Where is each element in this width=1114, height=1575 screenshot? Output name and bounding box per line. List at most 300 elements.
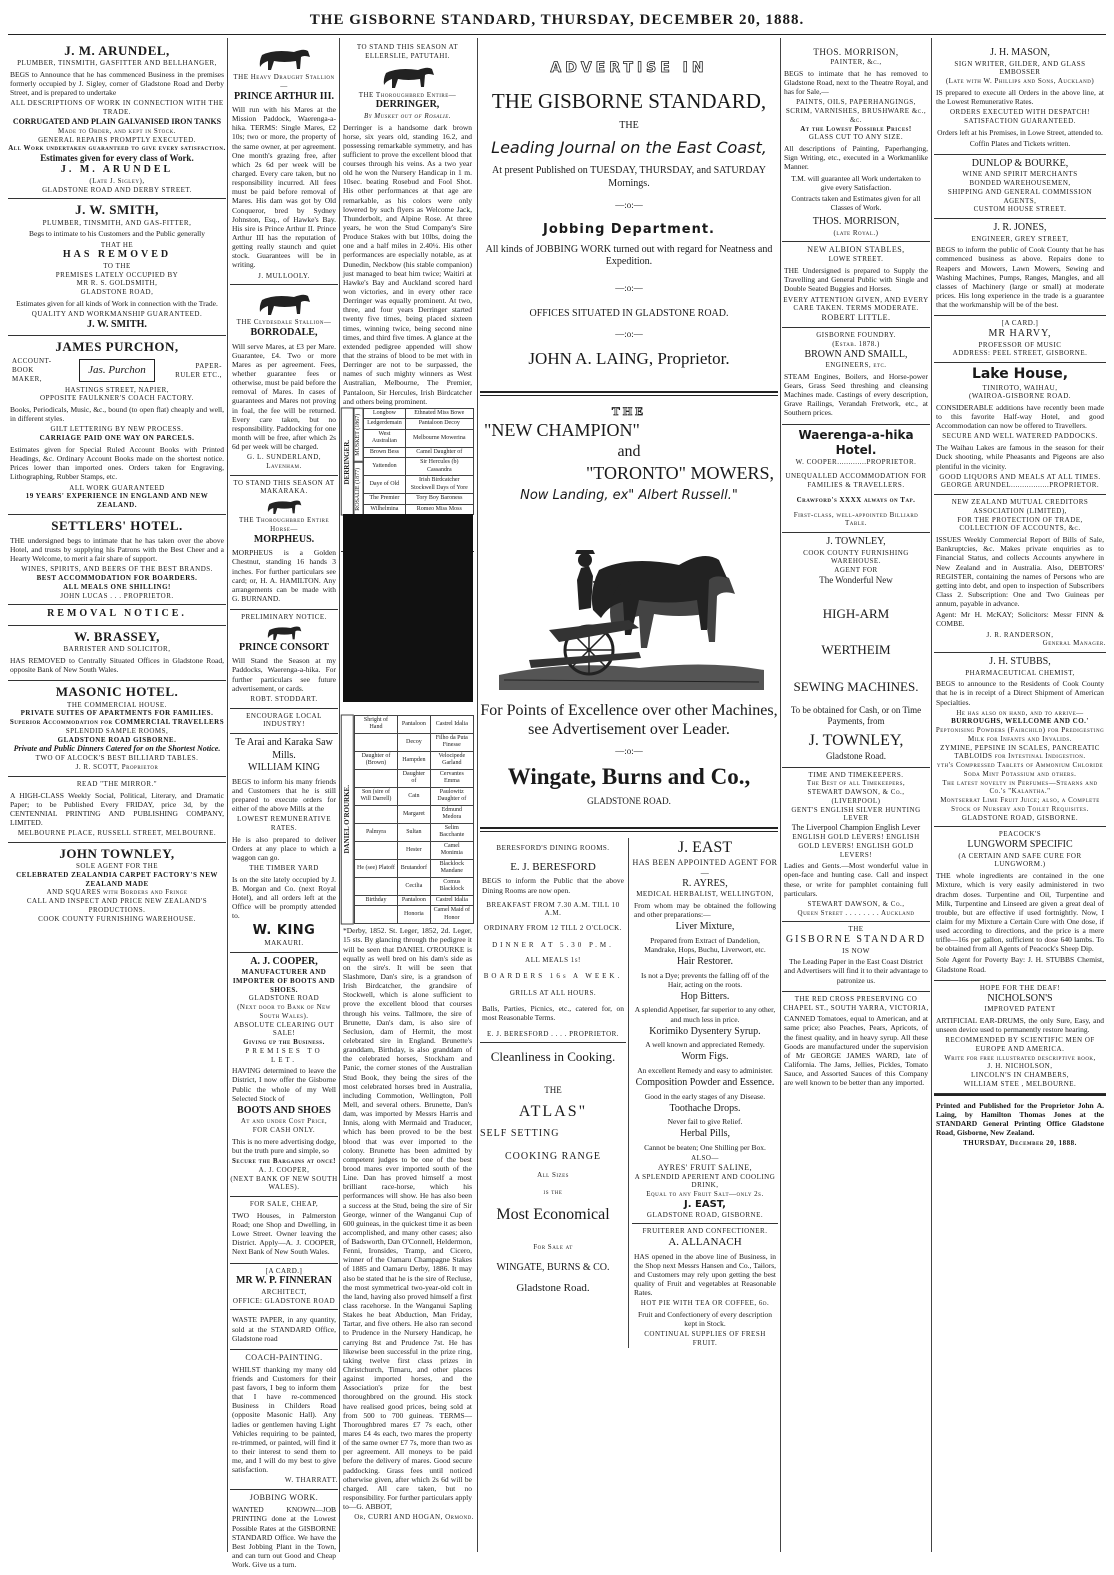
pedigree-cell: Romeo Miss Moss	[405, 504, 473, 515]
ad-subtitle: SOLE AGENT FOR THE	[75, 862, 159, 871]
ad-line: PAPER-RULER ETC.,	[175, 361, 222, 379]
ad-body: Books, Periodicals, Music, &c., bound (to open flat) cheaply and well, in different styles.	[10, 405, 224, 424]
ad-body: T.M. will guarantee all Work undertaken to give every Satisfaction.	[791, 173, 921, 192]
ad-address: OPPOSITE FAULKNER'S COACH FACTORY.	[40, 394, 194, 403]
ad-title: Lake House,	[971, 366, 1069, 383]
remedy-description: Never fail to give Relief.	[667, 1117, 743, 1127]
ad-signature: Or, CURRI AND HOGAN, Ormond.	[354, 1513, 474, 1522]
pedigree-cell: Birthday	[354, 895, 397, 906]
column-divider	[780, 38, 781, 1552]
ad-title: J. TOWNLEY,	[826, 536, 886, 548]
ornament: —:o:—	[615, 328, 643, 339]
ad-heading: ADVERTISE IN	[550, 60, 708, 76]
ad-body: Derringer is a handsome dark brown horse, six years old, standing 16.2, and possessing remarkable symmetry, and has sufficient to prove the excellent blood that courses through his veins. As a two year old he won the Nursery Handicap in 1 m. 10sec. beating Rosebud and Fool Shot. His other performances at that age are remarkable, as his colors were only lowered by such flyers as Welcome Jack, Thunderbolt, and Alpine Rose. At three years, he won the Stud Company's Sire Produce Stakes with but 10lbs, doing the one and a half miles in 2.40¼. His other performances are especially notable, as at Dunedin, Neckbow (his stable companion) just managed to beat him twice; Waitiri at Hawke's Bay and Auckland scored hard won victories, and in every other race Derringer was equally prominent. At two, three, and four years Derringer started twenty five times, being placed sixteen times, winning twice, being second nine times, and third five times. A glance at the extended pedigree appended will show that the strains of blood to be met with in Derringer are not to be surpassed, the names of such mighty winners as West Australian, Melbourne, The Premier, Pantaloon, Sir Hercules, Irish Birdcatcher and others being prominent.	[343, 122, 472, 406]
ad-title: E. J. BERESFORD	[510, 860, 596, 873]
ad-derringer	[341, 40, 474, 552]
ad-line: All Sizes	[537, 1171, 569, 1180]
ad-dunlop-bourke	[934, 155, 1106, 219]
ad-signature: J. MULLOOLY.	[258, 271, 310, 280]
ad-signature: W. KING	[252, 922, 316, 938]
ad-signature: THOS. MORRISON,	[812, 216, 900, 228]
ad-title: THE RED CROSS PRESERVING CO	[794, 994, 918, 1003]
ad-title: GISBORNE STANDARD	[785, 934, 927, 946]
ad-title: JAMES PURCHON,	[55, 339, 179, 355]
ad-line: ALL MEALS ONE SHILLING!	[63, 582, 171, 591]
ad-line: COOKING RANGE	[504, 1150, 602, 1162]
ad-line: Estimates given for all kinds of Work in connection with the Trade.	[16, 298, 218, 308]
pedigree-cell: Paulowitz Daughter of	[430, 787, 473, 805]
remedy-description: A splendid Appetiser, far superior to any other, and much less in price.	[634, 1005, 776, 1024]
pedigree-cell: Daye of Old	[364, 476, 405, 494]
ad-line: [A CARD.]	[265, 1266, 303, 1275]
pedigree-row	[364, 408, 474, 419]
ad-body: BEGS to Announce that he has commenced Business in the premises formerly occupied by J. Sigley, corner of Gladstone Road and Derby Street, and is prepared to undertake	[10, 70, 224, 98]
ad-line: The Wonderful New	[819, 574, 893, 585]
ad-title: ATLAS"	[518, 1103, 588, 1121]
ad-title: Most Economical	[496, 1205, 610, 1223]
ad-body: ISSUES Weekly Commercial Report of Bills of Sale, Bankruptcies, &c. Makes private enquiries as to Financial Status, and collects Accounts anywhere in New Zealand and in Australia. Also, DEBTORS' REGISTER, containing the names of Persons who are getting into debt, and open to inspection of Subscribers Class 2. Subscription: One and Two Guineas per annum, payable in advance.	[936, 535, 1104, 609]
ad-stewart-dawson	[782, 768, 930, 923]
ad-subtitle: Leading Journal on the East Coast,	[491, 138, 767, 158]
ad-finneran	[230, 1264, 338, 1311]
pedigree-row	[354, 769, 473, 787]
ad-industry	[230, 709, 338, 735]
ad-line: At the Lowest Possible Prices!	[800, 124, 912, 133]
ad-line: ORDERS EXECUTED WITH DESPATCH! SATISFACTION GUARANTEED.	[949, 108, 1091, 125]
pedigree-table-derringer	[341, 408, 474, 516]
pedigree-cell: Daughter of (Brown)	[354, 751, 397, 769]
pedigree-cell: Irish Birdcatcher Stockwell Days of Yore	[405, 476, 473, 494]
ad-jobbing-work	[230, 1490, 338, 1575]
ad-address: WILLIAM STEE , MELBOURNE.	[963, 1079, 1077, 1088]
ad-line: PAINTS, OILS, PAPERHANGINGS,	[796, 98, 916, 107]
ad-signature: J. R. SCOTT, Proprietor	[75, 763, 159, 771]
ad-coach-painting	[230, 1350, 338, 1490]
column-2	[230, 40, 338, 1570]
ad-smith	[8, 199, 226, 336]
ad-line: RECOMMENDED BY SCIENTIFIC MEN OF EUROPE AND AMERICA.	[945, 1036, 1095, 1053]
ad-title: DUNLOP & BOURKE,	[971, 157, 1069, 169]
pedigree-cell: Hester	[398, 841, 430, 859]
ad-subtitle: PLUMBER, TINSMITH, GASFITTER AND BELLHANGER,	[17, 59, 217, 68]
ad-line: Coffin Plates and Tickets written.	[969, 138, 1071, 148]
pedigree-cell: Cervantes Emma	[430, 769, 473, 787]
ad-body: STEAM Engines, Boilers, and Horse-power Gears, Grass Seed threshing and cleansing Machines made. Castings of every description, Grave Railings, Verandah Fretwork, etc., at Southern prices.	[784, 371, 928, 418]
pedigree-table-orourke	[341, 715, 474, 925]
ad-line: THE	[544, 1085, 562, 1096]
ad-line: TWO OF ALCOCK'S BEST BILLIARD TABLES.	[35, 754, 199, 763]
pedigree-row	[354, 787, 473, 805]
column-3	[341, 40, 474, 1552]
ad-body: This is no mere advertising dodge, but the truth pure and simple, so	[232, 1136, 336, 1156]
ad-line: SECURE AND WELL WATERED PADDOCKS.	[942, 432, 1098, 441]
ad-title: FOR SALE, CHEAP,	[249, 1200, 319, 1209]
ad-beresford	[480, 838, 629, 1348]
ad-mowers	[480, 404, 778, 807]
ad-body: For Points of Excellence over other Machines, see Advertisement over Leader.	[480, 702, 778, 739]
ad-nicholson	[934, 981, 1106, 1094]
pedigree-cell: Tory Boy Baroness	[405, 494, 473, 505]
divider	[480, 391, 778, 396]
ad-line: The Liverpool Champion English Lever	[791, 823, 921, 833]
ad-body: BEGS to intimate that he has removed to Gladstone Road, next to the Theatre Royal, and has for Sale,—	[784, 69, 928, 97]
pedigree-cell: Selim Bacchante	[430, 823, 473, 841]
ad-address: GLADSTONE ROAD AND DERBY STREET.	[42, 185, 192, 194]
ad-line: Private and Public Dinners Catered for on the Shortest Notice.	[13, 744, 221, 754]
ad-line: WINE AND SPIRIT MERCHANTS	[962, 170, 1078, 179]
ad-subtitle: (A CERTAIN AND SAFE CURE FOR LUNGWORM.)	[958, 851, 1082, 869]
pedigree-cell: Brutandorf	[398, 859, 430, 877]
ad-line: COOK COUNTY FURNISHING WAREHOUSE.	[38, 914, 196, 923]
ad-address: GLADSTONE ROAD	[248, 994, 320, 1003]
column-divider	[227, 38, 228, 1552]
ad-line: Secure the Bargains at once!	[231, 1157, 337, 1166]
ad-line: ENGLISH GOLD LEVERS! ENGLISH GOLD LEVERS! ENGLISH GOLD LEVERS!	[792, 833, 920, 859]
ad-body: All descriptions of Painting, Paperhanging, Sign Writing, etc., executed in a Workmanlike Manner.	[784, 144, 928, 172]
ad-signature: JOHN A. LAING, Proprietor.	[528, 348, 730, 368]
remedy-description: An excellent Remedy and easy to administer.	[637, 1065, 773, 1075]
remedy-description: Good in the early stages of any Disease.	[644, 1091, 766, 1101]
pedigree-row	[354, 715, 473, 733]
ad-signature: J. M. ARUNDEL	[60, 164, 174, 176]
ad-line: CALL AND INSPECT AND PRICE NEW ZEALAND'S PRODUCTIONS.	[26, 897, 208, 914]
ad-line: LOWEST REMUNERATIVE RATES.	[237, 815, 331, 832]
remedy-description: Cannot be beaten; One Shilling per Box.	[644, 1142, 766, 1152]
ad-line: (Estab. 1878.)	[832, 339, 880, 348]
ad-body: HAS REMOVED to Centrally Situated Offices in Gladstone Road, opposite Bank of New South Wales.	[10, 655, 224, 675]
remedy-name: Korimiko Dysentery Syrup.	[649, 1025, 761, 1037]
ad-subtitle: LOWE STREET.	[828, 255, 884, 264]
ad-line: and	[617, 442, 641, 460]
ad-heading: HOPE FOR THE DEAF!	[979, 983, 1061, 992]
ad-title: J. EAST	[677, 838, 733, 856]
ad-settlers	[8, 515, 226, 606]
ad-title: GISBORNE FOUNDRY.	[816, 331, 896, 340]
ad-line: BREAKFAST FROM 7.30 A.M. TILL 10 A.M.	[486, 900, 620, 918]
ad-line: ZYMINE, PEPSINE IN SCALES, PANCREATIC TABLOIDS for Intestinal Indigestion.	[940, 743, 1100, 761]
ad-heading: Cleanliness in Cooking.	[490, 1048, 616, 1064]
ad-line: SHIPPING AND GENERAL COMMISSION AGENTS,	[947, 187, 1093, 205]
ad-line: AYRES' FRUIT SALINE,	[657, 1162, 753, 1172]
ad-line: BONDED WAREHOUSEMEN,	[969, 179, 1071, 188]
ad-intro: HAS BEEN APPOINTED AGENT FOR—	[632, 857, 778, 877]
ad-line: ALL DESCRIPTIONS OF WORK IN CONNECTION WITH THE TRADE.	[10, 99, 224, 117]
ad-waerenga-hotel	[782, 425, 930, 534]
horse-illustration	[264, 496, 304, 516]
ad-brassey	[8, 626, 226, 681]
ad-subtitle: PAINTER, &c.,	[830, 58, 882, 67]
ad-signature: JOHN LUCAS . . . PROPRIETOR.	[60, 591, 174, 600]
ad-title: TIME AND TIMEKEEPERS.	[808, 770, 904, 779]
ad-red-cross	[782, 992, 930, 1094]
ad-line: GLADSTONE ROAD GISBORNE.	[57, 735, 177, 744]
ad-title: BORRODALE,	[250, 327, 318, 339]
ad-title: NEW ALBION STABLES,	[807, 245, 905, 255]
ad-title: A. J. COOPER,	[250, 955, 318, 967]
ad-jones	[934, 219, 1106, 316]
ad-subtitle: ENGINEER, GREY STREET,	[971, 234, 1069, 243]
ad-morrison	[782, 40, 930, 242]
remedy-name: Toothache Drops.	[669, 1102, 741, 1114]
ad-body: THE undersigned begs to intimate that he has taken over the above Hotel, and trusts by supplying his Patrons with the Best Cheer and a Hearty Welcome, to merit a fair share of support.	[10, 536, 224, 564]
column-divider	[477, 38, 478, 1552]
ad-harvy	[934, 316, 1106, 363]
remedy-name: Worm Figs.	[681, 1051, 729, 1063]
ad-line: Orders left at his Premises, in Lowe Street, attended to.	[937, 127, 1103, 137]
ad-line: (LIVERPOOL)	[831, 796, 881, 805]
ad-title: NICHOLSON'S	[987, 992, 1053, 1004]
ad-signature: E. J. BERESFORD . . . . PROPRIETOR.	[486, 1030, 620, 1039]
ad-line: is the	[543, 1188, 563, 1197]
pedigree-cell: West Australian	[364, 429, 405, 447]
ad-intro: THE Heavy Draught Stallion—	[233, 73, 335, 90]
pedigree-grid	[354, 715, 474, 925]
ad-line: MR R. S. GOLDSMITH,	[76, 279, 158, 288]
remedy-description: Prepared from Extract of Dandelion, Mandrake, Hops, Buchu, Liverwort, etc.	[644, 935, 766, 955]
ad-address: Queen Street . . . . . . . . Auckland	[797, 908, 915, 917]
ad-albion-stables	[782, 242, 930, 328]
column-6	[934, 40, 1106, 1552]
ad-townley-sewing	[782, 533, 930, 768]
ad-body: BEGS to announce to the Residents of Cook County that he is in receipt of a Direct Shipment of American Specialties.	[936, 679, 1104, 707]
imprint-text: Printed and Published for the Proprietor John A. Laing, by Hamilton Thomas Jones at the STANDARD General Printing Office Gladstone Road, Gisborne, New Zealand.	[936, 1100, 1104, 1137]
ad-line: SCRIM, VARNISHES, BRUSHWARE &c., &c.	[785, 107, 927, 124]
ad-body: WANTED KNOWN—JOB PRINTING done at the Lowest Possible Rates at the GISBORNE STANDARD Office. We have the Best Jobbing Plant in the Town, and can turn out Good and Cheap Work. Give us a turn.	[232, 1505, 336, 1570]
pedigree-cell: Ledgerdemain	[364, 419, 405, 430]
column-1	[8, 40, 226, 1552]
ad-mirror	[8, 777, 226, 843]
ad-title: W. BRASSEY,	[74, 628, 160, 644]
ad-title: "TORONTO" MOWERS,	[585, 462, 774, 483]
purchon-logo: Jas. Purchon	[79, 359, 155, 383]
ad-title: SETTLERS' HOTEL.	[51, 517, 183, 533]
ad-line: CORRUGATED AND PLAIN GALVANISED IRON TANKS	[12, 116, 222, 126]
ad-body: He is also prepared to deliver Orders at any place to which a waggon can go.	[232, 834, 336, 862]
pedigree-cell: Margaret	[398, 805, 430, 823]
ad-stubbs	[934, 653, 1106, 827]
pedigree-cell: Sir Hercules (b) Cassandra	[405, 458, 473, 476]
pedigree-horse-name: DERRINGER.	[341, 408, 354, 516]
ad-address: GLADSTONE ROAD.	[587, 795, 671, 806]
pedigree-row	[354, 841, 473, 859]
ad-title: JOHN TOWNLEY,	[59, 845, 175, 861]
ad-subtitle: (WAIROA-GISBORNE ROAD.	[969, 392, 1071, 401]
ad-heading: Jobbing Department.	[542, 221, 715, 237]
ad-body: WASTE PAPER, in any quantity, sold at the STANDARD Office, Gladstone road	[232, 1315, 336, 1343]
ad-line: MAKAURI.	[264, 938, 304, 947]
mower-illustration	[489, 510, 769, 695]
ad-line: ALSO—	[691, 1153, 719, 1162]
ad-body: Is on the site lately occupied by J. B. Morgan and Co. (next Royal Hotel), and all orders left at the Office will be promptly attended to.	[232, 874, 336, 921]
ad-heading: TO STAND THIS SEASON AT ELLERSLIE, PATUTAHI.	[356, 43, 459, 60]
pedigree-row	[354, 805, 473, 823]
ad-title: PRINCE ARTHUR III.	[234, 90, 334, 102]
ad-subtitle: FOR THE PROTECTION OF TRADE, COLLECTION OF ACCOUNTS, &c.	[957, 515, 1083, 533]
ad-address: CHAPEL ST., SOUTH YARRA, VICTORIA,	[783, 1003, 929, 1012]
ad-body: Ladies and Gents.—Most wonderful value in open-face and hunting case. Call and inspect these, or write for pamphlet containing full particulars.	[784, 861, 928, 898]
ad-signature: G. L. SUNDERLAND, Lavenham.	[246, 453, 322, 470]
ad-title: "NEW CHAMPION"	[484, 420, 640, 440]
pedigree-row	[364, 476, 474, 494]
ad-line: HOT PIE WITH TEA OR COFFEE, 6d.	[640, 1299, 770, 1308]
ad-line: GLADSTONE ROAD,	[80, 288, 154, 297]
ad-line: SPLENDID SAMPLE ROOMS,	[65, 726, 169, 735]
ad-line: BOARDERS 16s A WEEK.	[483, 972, 623, 981]
remedy-name: Hop Bitters.	[680, 990, 730, 1002]
ad-signature: STEWART DAWSON, & Co.,	[807, 899, 905, 908]
imprint-date: THURSDAY, December 20, 1888.	[963, 1139, 1077, 1148]
ad-address: MELBOURNE PLACE, RUSSELL STREET, MELBOURNE.	[17, 829, 217, 838]
ad-body: Will Stand the Season at my Paddocks, Waerenga-a-hika. For further particulars see future advertisement, or cards.	[232, 656, 336, 693]
ad-line: CUSTOM HOUSE STREET.	[973, 205, 1067, 214]
pedigree-cell	[354, 841, 397, 859]
ad-address: Gladstone Road.	[826, 751, 886, 762]
pedigree-row	[364, 458, 474, 476]
ad-creditors	[934, 495, 1106, 653]
column-4-lower	[480, 838, 778, 1348]
pedigree-row	[354, 751, 473, 769]
ad-east	[629, 838, 778, 1348]
ad-body: MORPHEUS is a Golden Chestnut, standing 16 hands 3 inches. For further particulars see card; or, H. A. HAMILTON. Any arrangements can be made with G. BURNAND.	[232, 548, 336, 603]
ad-william-king	[230, 734, 338, 952]
ad-body: BEGS to inform the Public that the above Dining Rooms are now open.	[482, 876, 624, 895]
pedigree-cell: Camel Maid of Honor	[430, 906, 473, 924]
remedy-name: Hair Restorer.	[676, 956, 734, 968]
ad-heading: ENCOURAGE LOCAL INDUSTRY!	[246, 711, 322, 729]
pedigree-cell: Wilhelmina	[364, 504, 405, 515]
pedigree-cell: Sultan	[398, 823, 430, 841]
ad-signature: J. H. NICHOLSON,	[987, 1062, 1053, 1071]
column-divider	[931, 38, 932, 1552]
ad-body: Begs to intimate to his Customers and the Public generally	[28, 229, 205, 239]
ad-body: ARTIFICIAL EAR-DRUMS, the only Sure, Easy, and unseen device used to permanently restore hearing.	[936, 1015, 1104, 1034]
ad-line: SEWING MACHINES.	[793, 678, 919, 694]
pedigree-horse-name: DANIEL O'ROURKE.	[341, 715, 354, 925]
ad-heading: PRELIMINARY NOTICE.	[241, 613, 327, 622]
ad-subtitle: ARCHITECT,	[261, 1287, 307, 1296]
ad-foundry	[782, 328, 930, 424]
ad-line: TO THE	[103, 261, 131, 270]
ad-line: Estimates given for every class of Work.	[40, 153, 194, 164]
pedigree-cell: Pantaloon Decoy	[405, 419, 473, 430]
ad-title: BROWN AND SMAILL,	[804, 348, 908, 360]
ad-gisborne-standard	[480, 40, 778, 369]
pedigree-cell: Yattendon	[364, 458, 405, 476]
ad-signature: A. J. COOPER,	[258, 1165, 310, 1174]
pedigree-cell: Comus Blacklock	[430, 877, 473, 895]
ad-line: To be obtained for Cash, or on Time Payments, from	[790, 704, 922, 727]
ad-signature: ROBT. STODDART.	[250, 694, 318, 703]
ad-line: [A CARD.]	[1001, 319, 1039, 328]
ad-body: The Leading Paper in the East Coast District and Advertisers will find it to their advantage to patronize us.	[784, 957, 928, 985]
ad-line: He has also on hand, and to arrive—	[956, 708, 1084, 717]
ad-body: Estimates given for Special Ruled Account Books with Printed Headings, &c. Ordinary Account Books made on the shortest notice. Prices lower than imported ones. Orders taken for Engraving, Lithographing, Rubber Stamps, etc.	[10, 444, 224, 482]
ad-line: The latest novelty in Perfumes—Stearns and Co.'s "Kalantha."	[942, 778, 1098, 796]
pedigree-cell	[354, 733, 397, 751]
ad-cooper	[230, 953, 338, 1198]
ad-heading: PEACOCK'S	[998, 830, 1042, 839]
pedigree-sire: MUSKET (1867)	[354, 408, 364, 462]
ad-line: Crawford's XXXX always on Tap.	[796, 495, 916, 504]
ad-line: AGENT FOR	[834, 566, 878, 575]
ad-line: General Manager.	[1042, 639, 1106, 648]
ad-prince-consort	[230, 610, 338, 709]
horse-illustration	[264, 622, 304, 642]
ad-title: READ "THE MIRROR."	[76, 779, 158, 788]
pedigree-row	[354, 733, 473, 751]
ad-intro: THE Thoroughbred Entire—	[358, 90, 457, 99]
pedigree-cell	[354, 906, 397, 924]
pedigree-cell: Castrel Idalia	[430, 895, 473, 906]
ad-line: All Work undertaken guaranteed to give every satisfaction.	[8, 144, 226, 153]
ad-for-sale	[230, 1197, 338, 1263]
pedigree-row	[354, 877, 473, 895]
ad-line: ALL WORK GUARANTEED	[69, 483, 165, 492]
ad-title: J. H. MASON,	[990, 47, 1050, 58]
remedy-name: Liver Mixture,	[675, 921, 735, 933]
ad-body: CONSIDERABLE additions have recently been made to this favorite Half-way Hotel, and good Accommodation can now be offered to Travellers.	[936, 403, 1104, 431]
ad-body: HAS opened in the above line of Business, in the Shop next Messrs Hansen and Co., Tailors, and Customers may rely upon getting the best quality of Fruit and vegetables at Reasonable Rates.	[634, 1251, 776, 1298]
pedigree-cell: Daughter of	[398, 769, 430, 787]
pedigree-row	[364, 429, 474, 447]
pedigree-cell: Velocipede Garland	[430, 751, 473, 769]
horse-illustration	[254, 43, 314, 73]
ad-subtitle: ENGINEERS, etc.	[825, 361, 887, 370]
ad-body: Fruit and Confectionery of every description kept in Stock.	[638, 1310, 772, 1329]
ad-borrodale	[230, 285, 338, 475]
pedigree-cell: Decoy	[398, 733, 430, 751]
ad-line: CELEBRATED ZEALANDIA CARPET FACTORY'S NEW ZEALAND MADE	[16, 870, 218, 888]
ad-body: Contracts taken and Estimates given for all Classes of Work.	[791, 193, 921, 213]
ad-title: WILLIAM KING	[248, 762, 320, 774]
ad-subtitle: MEDICAL HERBALIST, WELLINGTON,	[636, 890, 774, 899]
ad-line: 19 YEARS' EXPERIENCE IN ENGLAND AND NEW ZEALAND.	[25, 492, 209, 510]
ad-signature: W. THARRATT.	[284, 1476, 338, 1485]
ad-line: Giving up the Business.	[243, 1038, 325, 1047]
ad-line: AND SQUARES with Borders and Fringe	[46, 888, 188, 897]
ad-line: THE	[611, 404, 647, 418]
ad-body: HAVING determined to leave the District, I now offer the Gisborne Public the whole of my Well Selected Stock of	[232, 1066, 336, 1103]
ad-line: (NEXT BANK OF NEW SOUTH WALES).	[230, 1174, 338, 1192]
ad-body: Will serve Mares, at £3 per Mare. Guarantee, £4. Two or more Mares as per agreement. Fees, whether guarantee fees or otherwise, must be paid before the removal of Mares. In cases of guarantees and Mares not proving in foal, the fee will be returned. Every care taken, but no responsibility. Paddocking for one month will be free, after which 2s 6d per week will be charged.	[232, 341, 336, 452]
ad-address: OFFICES SITUATED IN GLADSTONE ROAD.	[529, 308, 729, 319]
pedigree-row	[354, 895, 473, 906]
remedy-name: Composition Powder and Essence.	[635, 1077, 775, 1089]
ad-title: Waerenga-a-hika Hotel.	[798, 427, 914, 457]
ad-line: BOOTS AND SHOES	[237, 1104, 331, 1116]
ad-line: DINNER AT 5.30 P.M.	[492, 940, 614, 949]
ad-line: BURROUGHS, WELLCOME AND CO.'	[951, 717, 1089, 726]
ad-signature: J. EAST,	[684, 1198, 726, 1210]
ad-masonic	[8, 681, 226, 777]
ad-body: TWO Houses, in Palmerston Road; one Shop and Dwelling, in Lowe Street. Owner leaving the District. Apply—A. J. COOPER, Next Bank of New South Wales.	[232, 1210, 336, 1257]
ad-prince-arthur	[230, 40, 338, 285]
ad-line: PRIVATE SUITES OF APARTMENTS FOR FAMILIES.	[20, 709, 214, 718]
column-divider	[339, 38, 340, 1552]
ad-subtitle: BARRISTER AND SOLICITOR,	[63, 645, 171, 654]
ad-address: ADDRESS: PEEL STREET, GISBORNE.	[952, 349, 1088, 358]
pedigree-row	[364, 447, 474, 458]
ad-title: J. R. JONES,	[993, 222, 1047, 234]
pedigree-cell: Edmund Medora	[430, 805, 473, 823]
ad-intro: THE Clydesdale Stallion—	[236, 318, 332, 327]
ad-body: Sole Agent for Poverty Bay: J. H. STUBBS Chemist, Gladstone Road.	[936, 955, 1104, 974]
ad-title: THE GISBORNE STANDARD,	[491, 88, 767, 113]
column-4	[480, 40, 778, 1552]
ad-title: Wingate, Burns and Co.,	[507, 763, 751, 789]
ad-address: GLADSTONE ROAD, GISBORNE.	[961, 813, 1079, 822]
ad-line: THE TIMBER YARD	[249, 864, 319, 873]
